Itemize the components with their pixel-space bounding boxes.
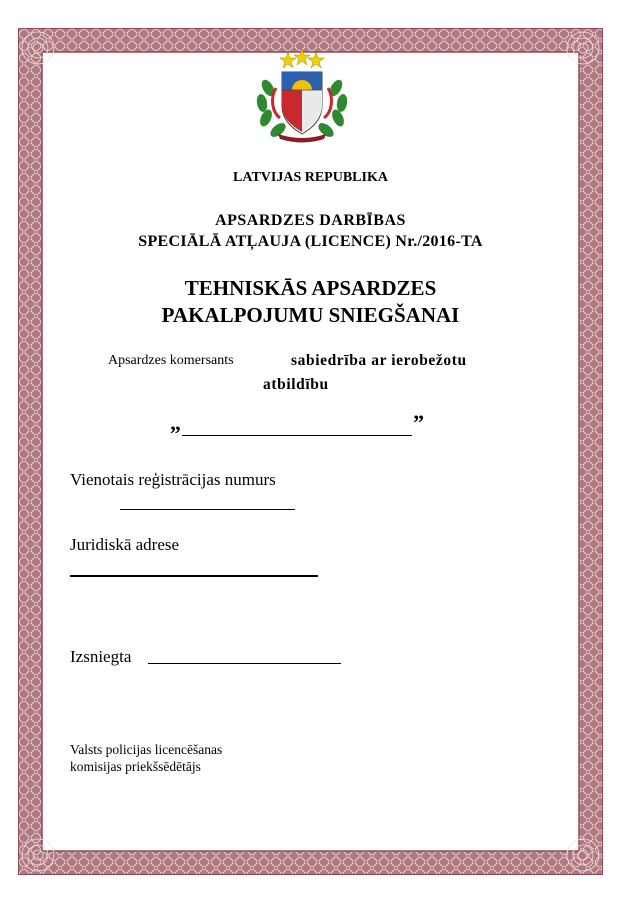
republic-title: LATVIJAS REPUBLIKA [233,170,388,185]
legal-address-label: Juridiskā adrese [70,535,180,554]
merchant-label-text: Apsardzes komersants [108,353,234,368]
registration-number-line [120,509,295,510]
legal-address-line [70,575,318,577]
quote-open: „ [170,410,181,435]
merchant-value-line2: atbildību [263,376,329,393]
licence-title-line2: SPECIĀLĀ ATĻAUJA (LICENCE) Nr./2016-TA [138,233,483,250]
quote-close: ” [413,410,424,435]
licence-heading-line2: PAKALPOJUMU SNIEGŠANAI [161,303,460,327]
merchant-value-line1: sabiedrība ar ierobežotu [291,352,467,369]
latvia-coat-of-arms-icon [252,48,352,144]
issued-label: Izsniegta [70,647,132,666]
signatory-line1: Valsts policijas licencēšanas [70,742,223,757]
issued-line [148,663,341,664]
licence-title-line1: APSARDZES DARBĪBAS [215,212,406,229]
company-name-line [182,413,412,436]
merchant-label [108,353,234,369]
licence-heading-line1: TEHNISKĀS APSARDZES [184,276,437,300]
registration-number-label: Vienotais reģistrācijas numurs [70,470,276,489]
signatory-line2: komisijas priekšsēdētājs [70,759,201,774]
company-name-blank [170,410,424,436]
